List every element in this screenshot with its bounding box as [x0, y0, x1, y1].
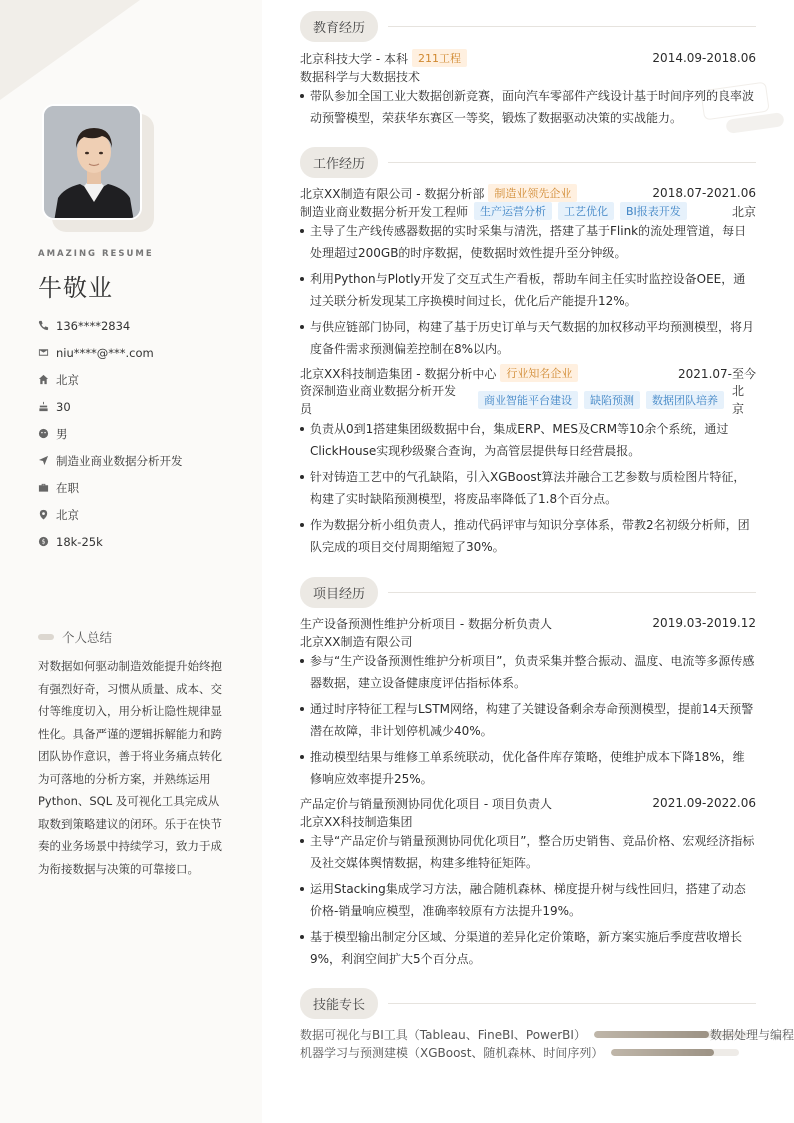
job-1-bullet: 利用Python与Plotly开发了交互式生产看板，帮助车间主任实时监控设备OEE，通过关联分析发现某工序换模时间过长，优化后产能提升12%。 — [300, 268, 756, 312]
job-2-position — [300, 382, 456, 418]
job-2-company-tag: 行业知名企业 — [500, 364, 578, 382]
summary-text: 对数据如何驱动制造效能提升始终抱有强烈好奇，习惯从质量、成本、交付等维度切入，用分析让隐性规律显性化。具备严谨的逻辑拆解能力和跨团队协作意识，善于将业务痛点转化为可落地的分析方案，并熟练运用 Python、SQL 及可视化工具完成从取数到策略建议的闭环。乐于在快节奏的业务场景中持续学习，致力于成为衔接数据与决策的可靠接口。 — [38, 659, 222, 876]
salary-icon — [38, 536, 49, 547]
section-divider — [388, 1003, 756, 1004]
education-school-row — [300, 49, 756, 67]
skill-label: 数据处理与编程 — [710, 1027, 794, 1042]
project-1-date: 2019.03-2019.12 — [652, 616, 756, 630]
age-text: 30 — [56, 399, 71, 414]
education-major: 数据科学与大数据技术 — [300, 69, 421, 84]
job-1-bullet: 与供应链部门协同，构建了基于历史订单与天气数据的加权移动平均预测模型，将月度备件需求预测偏差控制在8%以内。 — [300, 316, 756, 360]
summary-heading — [38, 628, 112, 646]
job-1-tag: 工艺优化 — [558, 202, 614, 220]
portrait-illustration — [44, 106, 142, 220]
salary-text: 18k-25k — [56, 534, 103, 549]
education-bullets — [300, 85, 756, 133]
info-item-salary — [38, 528, 183, 555]
skill-item — [710, 1025, 794, 1043]
info-item-status — [38, 474, 183, 501]
section-education — [300, 11, 756, 42]
job-2-tag: 数据团队培养 — [646, 391, 724, 409]
section-title-education: 教育经历 — [300, 11, 378, 42]
candidate-name: 牛敬业 — [38, 274, 113, 302]
job-2-position-row — [300, 382, 756, 418]
avatar-photo — [42, 104, 142, 220]
job-1-bullets — [300, 220, 756, 364]
sidebar — [0, 0, 262, 1123]
education-major-row — [300, 67, 756, 85]
skill-item — [300, 1025, 748, 1043]
location-icon — [38, 509, 49, 520]
job-2-bullet: 针对铸造工艺中的气孔缺陷，引入XGBoost算法并融合工艺参数与质检图片特征，构建了实时缺陷预测模型，将废品率降低了1.8个百分点。 — [300, 466, 756, 510]
job-2-bullet: 负责从0到1搭建集团级数据中台，集成ERP、MES及CRM等10余个系统，通过ClickHouse实现秒级聚合查询，为高管层提供每日经营晨报。 — [300, 418, 756, 462]
contact-info-list — [38, 312, 183, 555]
project-1-name: 生产设备预测性维护分析项目 - 数据分析负责人 — [300, 616, 552, 631]
avatar — [42, 104, 154, 232]
job-2-city — [732, 382, 744, 418]
job-2-company: 北京XX科技制造集团 - 数据分析中心 — [300, 366, 497, 381]
info-item-target-role — [38, 447, 183, 474]
job-2-company-row — [300, 364, 756, 382]
target-city-text: 北京 — [56, 507, 79, 522]
email-icon — [38, 347, 49, 358]
section-divider — [388, 592, 756, 593]
svg-text:$: $ — [41, 537, 46, 546]
project-1-company-row — [300, 632, 756, 650]
info-item-city — [38, 366, 183, 393]
info-item-gender — [38, 420, 183, 447]
job-2-city-line: 北 — [732, 384, 745, 398]
skill-label: 机器学习与预测建模（XGBoost、随机森林、时间序列） — [300, 1045, 604, 1060]
brand-label: AMAZING RESUME — [38, 249, 154, 259]
job-2-date: 2021.07-至今 — [678, 366, 756, 381]
job-1-bullet: 主导了生产线传感器数据的实时采集与清洗，搭建了基于Flink的流处理管道，每日处理超过200GB的时序数据，使数据时效性提升至分钟级。 — [300, 220, 756, 264]
section-skills — [300, 988, 756, 1019]
job-2-tag: 商业智能平台建设 — [478, 391, 578, 409]
skill-level-fill — [611, 1049, 713, 1056]
phone-text: 136****2834 — [56, 318, 131, 333]
project-2-bullet: 基于模型输出制定分区域、分渠道的差异化定价策略，新方案实施后季度营收增长9%，利润空间扩大5个百分点。 — [300, 926, 756, 970]
project-1-bullets — [300, 650, 756, 794]
phone-icon — [38, 320, 49, 331]
city-text: 北京 — [56, 372, 79, 387]
job-2-position-line: 资深制造业商业数据分析开发 — [300, 384, 457, 398]
project-2-company: 北京XX科技制造集团 — [300, 814, 413, 829]
job-1-tag: 生产运营分析 — [474, 202, 552, 220]
project-2-bullet: 主导“产品定价与销量预测协同优化项目”，整合历史销售、竞品价格、宏观经济指标及社交媒体舆情数据，构建多维特征矩阵。 — [300, 830, 756, 874]
gender-icon — [38, 428, 49, 439]
info-item-age — [38, 393, 183, 420]
section-title-projects: 项目经历 — [300, 577, 378, 608]
project-2-bullet: 运用Stacking集成学习方法，融合随机森林、梯度提升树与线性回归，搭建了动态价格-销量响应模型，准确率较原有方法提升19%。 — [300, 878, 756, 922]
summary-title: 个人总结 — [62, 630, 113, 645]
job-2-tags — [472, 391, 724, 409]
cake-icon — [38, 401, 49, 412]
job-1-tag: BI报表开发 — [620, 202, 687, 220]
status-text: 在职 — [56, 480, 79, 495]
project-2-date: 2021.09-2022.06 — [652, 796, 756, 810]
skill-label: 数据可视化与BI工具（Tableau、FineBI、PowerBI） — [300, 1027, 586, 1042]
project-1-bullet: 参与“生产设备预测性维护分析项目”，负责采集并整合振动、温度、电流等多源传感器数据，建立设备健康度评估指标体系。 — [300, 650, 756, 694]
job-1-company-tag: 制造业领先企业 — [488, 184, 577, 202]
home-icon — [38, 374, 49, 385]
target-role-text: 制造业商业数据分析开发 — [56, 453, 183, 468]
info-item-phone — [38, 312, 183, 339]
gender-text: 男 — [56, 426, 68, 441]
project-1-title-row — [300, 614, 756, 632]
project-1-company: 北京XX制造有限公司 — [300, 634, 413, 649]
job-1-position-row — [300, 202, 756, 220]
summary-heading-bar — [38, 634, 54, 640]
job-2-position-line: 员 — [300, 402, 313, 416]
project-2-bullets — [300, 830, 756, 974]
education-bullet: 带队参加全国工业大数据创新竞赛，面向汽车零部件产线设计基于时间序列的良率波动预警模型，荣获华东赛区一等奖，锻炼了数据驱动决策的实战能力。 — [300, 85, 756, 129]
job-2-tag: 缺陷预测 — [584, 391, 640, 409]
email-text: niu****@***.com — [56, 345, 154, 360]
skill-level-fill — [594, 1031, 710, 1038]
section-divider — [388, 26, 756, 27]
job-2-bullet: 作为数据分析小组负责人，推动代码评审与知识分享体系，带教2名初级分析师，团队完成的项目交付周期缩短了30%。 — [300, 514, 756, 558]
project-2-title-row — [300, 794, 756, 812]
project-2-name: 产品定价与销量预测协同优化项目 - 项目负责人 — [300, 796, 552, 811]
job-1-company: 北京XX制造有限公司 - 数据分析部 — [300, 186, 485, 201]
project-1-bullet: 推动模型结果与维修工单系统联动，优化备件库存策略，使维护成本下降18%，维修响应效率提升25%。 — [300, 746, 756, 790]
job-1-position: 制造业商业数据分析开发工程师 — [300, 204, 469, 219]
section-title-skills: 技能专长 — [300, 988, 378, 1019]
job-1-company-row — [300, 184, 756, 202]
project-1-bullet: 通过时序特征工程与LSTM网络，构建了关键设备剩余寿命预测模型，提前14天预警潜在故障，非计划停机减少40%。 — [300, 698, 756, 742]
corner-decoration — [0, 0, 140, 100]
skill-item — [300, 1043, 739, 1061]
section-projects — [300, 577, 756, 608]
job-2-bullets — [300, 418, 756, 562]
school-name: 北京科技大学 - 本科 — [300, 51, 408, 66]
info-item-target-city — [38, 501, 183, 528]
briefcase-icon — [38, 482, 49, 493]
info-item-email — [38, 339, 183, 366]
job-2-city-line: 京 — [732, 402, 745, 416]
project-2-company-row — [300, 812, 756, 830]
send-icon — [38, 455, 49, 466]
education-date: 2014.09-2018.06 — [652, 51, 756, 65]
section-divider — [388, 162, 756, 163]
school-tag: 211工程 — [412, 49, 467, 67]
skill-level-track — [611, 1049, 739, 1056]
job-1-city: 北京 — [731, 204, 756, 219]
section-title-work: 工作经历 — [300, 147, 378, 178]
job-1-date: 2018.07-2021.06 — [652, 186, 756, 200]
section-work — [300, 147, 756, 178]
